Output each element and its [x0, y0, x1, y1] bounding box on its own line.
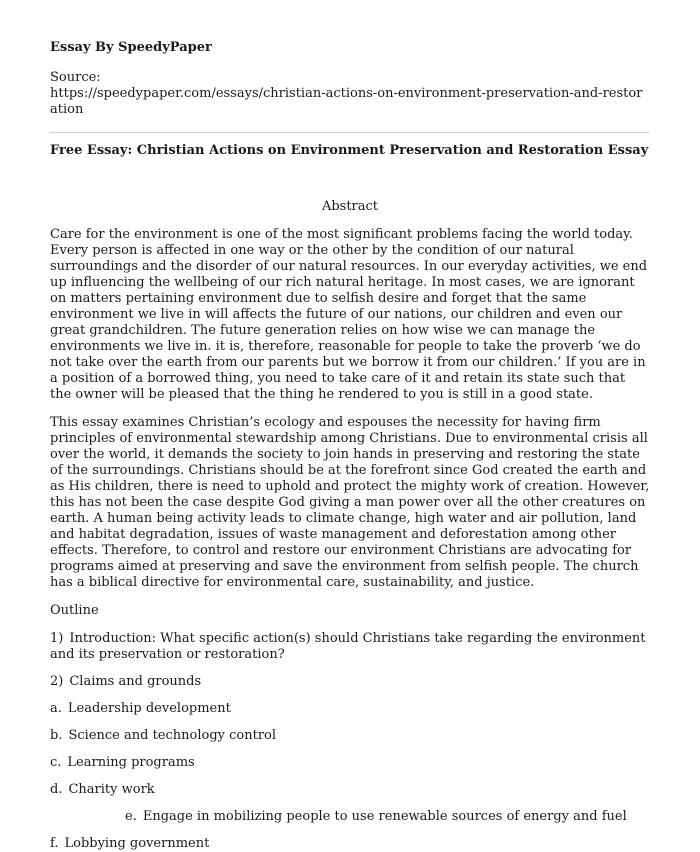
outline-item-marker: c.	[50, 755, 62, 770]
outline-item-text: Introduction: What specific action(s) should Christians take regarding the environment and its preservation or restoration?	[50, 631, 646, 662]
outline-item	[50, 701, 650, 717]
outline-item-marker: 1)	[50, 631, 64, 646]
essay-title: Free Essay: Christian Actions on Environment Preservation and Restoration Essay	[50, 143, 649, 158]
outline-item-text: Lobbying government	[64, 836, 210, 851]
outline-item-text: Leadership development	[67, 701, 231, 716]
outline-item	[50, 631, 650, 663]
source-url[interactable]: https://speedypaper.com/essays/christian-actions-on-environment-preservation-and-restoration	[50, 86, 643, 117]
outline-item	[50, 809, 650, 825]
outline-item-marker: b.	[50, 728, 63, 743]
outline-item-text: Charity work	[68, 782, 155, 797]
outline-item-marker: 2)	[50, 674, 64, 689]
outline-item	[50, 728, 650, 744]
outline-item-marker: d.	[50, 782, 63, 797]
document-header-title: Essay By SpeedyPaper	[50, 40, 212, 55]
outline-item	[50, 782, 650, 798]
outline-heading: Outline	[50, 603, 99, 618]
body-paragraph: This essay examines Christian’s ecology and espouses the necessity for having firm principles of environmental stewardship among Christians. Due to environmental crisis all over the world, it demands the society to join hands in preserving and restoring the state of the surroundings. Christians should be at the forefront since God created the earth and as His children, there is need to uphold and protect the mighty work of creation. However, this has not been the case despite God giving a man power over all the other creatures on earth. A human being activity leads to climate change, high water and air pollution, land and habitat degradation, issues of waste management and deforestation among other effects. Therefore, to control and restore our environment Christians are advocating for programs aimed at preserving and save the environment from selfish people. The church has a biblical directive for environmental care, sustainability, and justice.	[50, 415, 650, 590]
outline-item-marker: e.	[125, 809, 137, 824]
outline-item-marker: f.	[50, 836, 59, 851]
abstract-paragraph: Care for the environment is one of the most significant problems facing the world today. Every person is affected in one way or the other by the condition of our natural surroundings and the disorder of our natural resources. In our everyday activities, we end up influencing the wellbeing of our rich natural heritage. In most cases, we are ignorant on matters pertaining environment due to selfish desire and forget that the same environment we live in will affects the future of our nations, our children and even our great grandchildren. The future generation relies on how wise we can manage the environments we live in. it is, therefore, reasonable for people to take the proverb ‘we do not take over the earth from our parents but we borrow it from our children.’ If you are in a position of a borrowed thing, you need to take care of it and retain its state such that the owner will be pleased that the thing he rendered to you is still in a good state.	[50, 227, 648, 402]
outline-list	[50, 631, 650, 852]
outline-item-text: Science and technology control	[68, 728, 277, 743]
outline-item-text: Engage in mobilizing people to use renewable sources of energy and fuel	[142, 809, 627, 824]
outline-item-text: Learning programs	[67, 755, 195, 770]
outline-item	[50, 674, 650, 690]
outline-item-marker: a.	[50, 701, 62, 716]
outline-item-text: Claims and grounds	[69, 674, 202, 689]
header-divider	[50, 132, 650, 133]
source-label: Source:	[50, 70, 101, 85]
outline-item	[50, 755, 650, 771]
abstract-heading: Abstract	[321, 199, 379, 214]
